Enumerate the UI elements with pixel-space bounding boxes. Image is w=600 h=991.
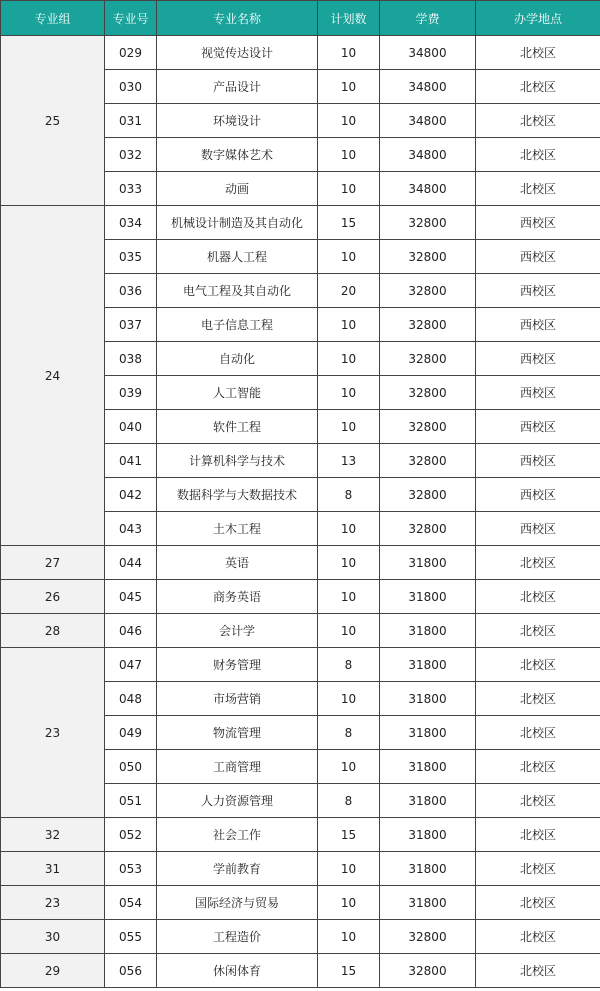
cell-campus: 西校区 — [476, 240, 600, 274]
cell-name: 财务管理 — [157, 648, 318, 682]
table-body — [1, 36, 600, 988]
cell-name: 机械设计制造及其自动化 — [157, 206, 318, 240]
cell-code: 055 — [105, 920, 157, 954]
cell-plan: 8 — [318, 648, 380, 682]
cell-campus: 北校区 — [476, 920, 600, 954]
cell-campus: 北校区 — [476, 716, 600, 750]
cell-plan: 10 — [318, 852, 380, 886]
header-name: 专业名称 — [157, 1, 318, 36]
cell-plan: 10 — [318, 410, 380, 444]
cell-plan: 10 — [318, 104, 380, 138]
cell-group: 24 — [1, 206, 105, 546]
cell-fee: 32800 — [380, 478, 476, 512]
cell-fee: 31800 — [380, 750, 476, 784]
cell-plan: 13 — [318, 444, 380, 478]
cell-campus: 北校区 — [476, 104, 600, 138]
cell-code: 041 — [105, 444, 157, 478]
cell-plan: 10 — [318, 512, 380, 546]
cell-code: 052 — [105, 818, 157, 852]
cell-campus: 北校区 — [476, 648, 600, 682]
table-row — [1, 580, 600, 614]
cell-plan: 10 — [318, 308, 380, 342]
cell-code: 031 — [105, 104, 157, 138]
cell-name: 自动化 — [157, 342, 318, 376]
cell-name: 人力资源管理 — [157, 784, 318, 818]
cell-campus: 北校区 — [476, 682, 600, 716]
cell-campus: 北校区 — [476, 36, 600, 70]
cell-campus: 北校区 — [476, 852, 600, 886]
cell-group: 26 — [1, 580, 105, 614]
cell-code: 032 — [105, 138, 157, 172]
cell-plan: 10 — [318, 172, 380, 206]
table-row — [1, 206, 600, 240]
table-row — [1, 648, 600, 682]
cell-code: 039 — [105, 376, 157, 410]
cell-campus: 西校区 — [476, 410, 600, 444]
cell-campus: 西校区 — [476, 376, 600, 410]
cell-name: 工程造价 — [157, 920, 318, 954]
cell-plan: 10 — [318, 614, 380, 648]
header-plan: 计划数 — [318, 1, 380, 36]
cell-fee: 31800 — [380, 546, 476, 580]
cell-fee: 32800 — [380, 920, 476, 954]
cell-name: 电子信息工程 — [157, 308, 318, 342]
cell-name: 国际经济与贸易 — [157, 886, 318, 920]
cell-plan: 10 — [318, 682, 380, 716]
header-group: 专业组 — [1, 1, 105, 36]
cell-name: 物流管理 — [157, 716, 318, 750]
cell-campus: 北校区 — [476, 886, 600, 920]
cell-code: 040 — [105, 410, 157, 444]
table-row — [1, 920, 600, 954]
cell-name: 机器人工程 — [157, 240, 318, 274]
cell-name: 会计学 — [157, 614, 318, 648]
cell-plan: 10 — [318, 240, 380, 274]
cell-fee: 34800 — [380, 70, 476, 104]
cell-code: 049 — [105, 716, 157, 750]
cell-campus: 西校区 — [476, 512, 600, 546]
cell-campus: 北校区 — [476, 138, 600, 172]
cell-plan: 15 — [318, 818, 380, 852]
cell-name: 软件工程 — [157, 410, 318, 444]
cell-fee: 31800 — [380, 682, 476, 716]
cell-campus: 西校区 — [476, 274, 600, 308]
table-row — [1, 546, 600, 580]
cell-code: 054 — [105, 886, 157, 920]
cell-campus: 西校区 — [476, 206, 600, 240]
cell-code: 056 — [105, 954, 157, 988]
cell-name: 市场营销 — [157, 682, 318, 716]
cell-fee: 34800 — [380, 36, 476, 70]
cell-campus: 北校区 — [476, 580, 600, 614]
cell-fee: 32800 — [380, 512, 476, 546]
cell-name: 电气工程及其自动化 — [157, 274, 318, 308]
cell-plan: 8 — [318, 784, 380, 818]
cell-campus: 北校区 — [476, 954, 600, 988]
cell-code: 036 — [105, 274, 157, 308]
cell-fee: 32800 — [380, 308, 476, 342]
cell-fee: 31800 — [380, 784, 476, 818]
cell-plan: 15 — [318, 206, 380, 240]
header-campus: 办学地点 — [476, 1, 600, 36]
cell-group: 29 — [1, 954, 105, 988]
cell-plan: 15 — [318, 954, 380, 988]
cell-fee: 31800 — [380, 818, 476, 852]
cell-fee: 34800 — [380, 104, 476, 138]
cell-plan: 8 — [318, 716, 380, 750]
cell-group: 23 — [1, 648, 105, 818]
cell-name: 休闲体育 — [157, 954, 318, 988]
cell-name: 产品设计 — [157, 70, 318, 104]
cell-fee: 32800 — [380, 410, 476, 444]
cell-fee: 32800 — [380, 342, 476, 376]
cell-group: 31 — [1, 852, 105, 886]
cell-code: 045 — [105, 580, 157, 614]
header-code: 专业号 — [105, 1, 157, 36]
cell-fee: 32800 — [380, 444, 476, 478]
cell-plan: 20 — [318, 274, 380, 308]
cell-name: 学前教育 — [157, 852, 318, 886]
cell-code: 053 — [105, 852, 157, 886]
cell-name: 数据科学与大数据技术 — [157, 478, 318, 512]
cell-group: 27 — [1, 546, 105, 580]
cell-group: 28 — [1, 614, 105, 648]
cell-group: 32 — [1, 818, 105, 852]
cell-campus: 北校区 — [476, 172, 600, 206]
cell-campus: 北校区 — [476, 70, 600, 104]
cell-campus: 北校区 — [476, 818, 600, 852]
cell-name: 英语 — [157, 546, 318, 580]
cell-name: 人工智能 — [157, 376, 318, 410]
cell-fee: 31800 — [380, 580, 476, 614]
cell-plan: 10 — [318, 546, 380, 580]
cell-fee: 34800 — [380, 138, 476, 172]
cell-campus: 北校区 — [476, 750, 600, 784]
cell-code: 044 — [105, 546, 157, 580]
cell-campus: 西校区 — [476, 308, 600, 342]
cell-campus: 西校区 — [476, 342, 600, 376]
table-row — [1, 954, 600, 988]
cell-code: 033 — [105, 172, 157, 206]
cell-plan: 10 — [318, 138, 380, 172]
table-row — [1, 818, 600, 852]
cell-plan: 10 — [318, 36, 380, 70]
cell-fee: 34800 — [380, 172, 476, 206]
cell-fee: 31800 — [380, 886, 476, 920]
cell-name: 商务英语 — [157, 580, 318, 614]
table-header — [1, 1, 600, 36]
cell-code: 043 — [105, 512, 157, 546]
table-row — [1, 886, 600, 920]
header-fee: 学费 — [380, 1, 476, 36]
cell-fee: 31800 — [380, 716, 476, 750]
cell-code: 034 — [105, 206, 157, 240]
cell-plan: 8 — [318, 478, 380, 512]
cell-campus: 北校区 — [476, 614, 600, 648]
cell-campus: 北校区 — [476, 546, 600, 580]
cell-fee: 31800 — [380, 614, 476, 648]
cell-plan: 10 — [318, 580, 380, 614]
cell-fee: 32800 — [380, 954, 476, 988]
cell-code: 035 — [105, 240, 157, 274]
table-row — [1, 36, 600, 70]
cell-code: 048 — [105, 682, 157, 716]
cell-code: 050 — [105, 750, 157, 784]
cell-plan: 10 — [318, 920, 380, 954]
cell-campus: 西校区 — [476, 478, 600, 512]
cell-plan: 10 — [318, 70, 380, 104]
cell-fee: 32800 — [380, 240, 476, 274]
cell-code: 038 — [105, 342, 157, 376]
cell-fee: 32800 — [380, 206, 476, 240]
header-row — [1, 1, 600, 36]
cell-plan: 10 — [318, 886, 380, 920]
cell-code: 029 — [105, 36, 157, 70]
cell-code: 037 — [105, 308, 157, 342]
cell-group: 23 — [1, 886, 105, 920]
cell-name: 视觉传达设计 — [157, 36, 318, 70]
cell-plan: 10 — [318, 750, 380, 784]
cell-name: 工商管理 — [157, 750, 318, 784]
table-row — [1, 614, 600, 648]
table-row — [1, 852, 600, 886]
cell-fee: 31800 — [380, 852, 476, 886]
cell-name: 土木工程 — [157, 512, 318, 546]
cell-group: 25 — [1, 36, 105, 206]
cell-name: 计算机科学与技术 — [157, 444, 318, 478]
cell-campus: 北校区 — [476, 784, 600, 818]
cell-code: 030 — [105, 70, 157, 104]
cell-fee: 32800 — [380, 376, 476, 410]
cell-fee: 31800 — [380, 648, 476, 682]
cell-code: 051 — [105, 784, 157, 818]
cell-group: 30 — [1, 920, 105, 954]
cell-code: 047 — [105, 648, 157, 682]
cell-fee: 32800 — [380, 274, 476, 308]
cell-name: 数字媒体艺术 — [157, 138, 318, 172]
cell-name: 环境设计 — [157, 104, 318, 138]
cell-name: 动画 — [157, 172, 318, 206]
cell-plan: 10 — [318, 342, 380, 376]
cell-campus: 西校区 — [476, 444, 600, 478]
cell-plan: 10 — [318, 376, 380, 410]
cell-code: 042 — [105, 478, 157, 512]
cell-code: 046 — [105, 614, 157, 648]
cell-name: 社会工作 — [157, 818, 318, 852]
